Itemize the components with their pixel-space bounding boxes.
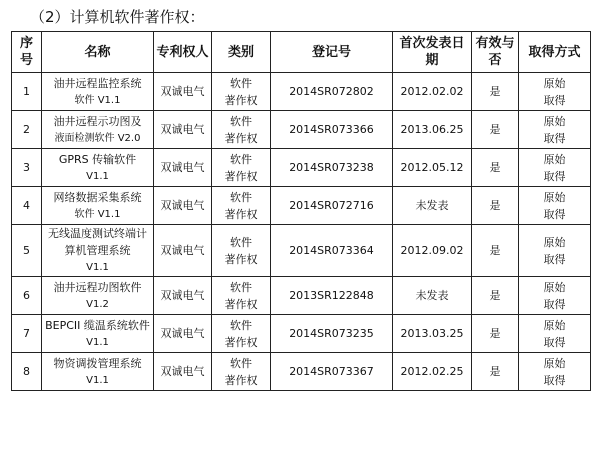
method-line-2: 取得	[543, 207, 566, 221]
software-version: 液面检测软件 V2.0	[54, 132, 141, 144]
first-pub-date: 未发表	[393, 277, 472, 315]
method-line-2: 取得	[543, 252, 566, 266]
section-heading: （2）计算机软件著作权：	[30, 8, 205, 26]
category-line-2: 著作权	[224, 131, 258, 145]
method	[519, 111, 591, 149]
category	[212, 353, 271, 391]
holder: 双诚电气	[154, 73, 212, 111]
method	[519, 73, 591, 111]
valid: 是	[472, 353, 519, 391]
software-name: 油井远程功图软件	[53, 280, 142, 294]
first-pub-date: 2012.02.25	[393, 353, 472, 391]
method	[519, 149, 591, 187]
software-name-cell	[42, 277, 154, 315]
valid: 是	[472, 149, 519, 187]
table-row	[12, 73, 591, 111]
method-line-2: 取得	[543, 335, 566, 349]
first-pub-date: 未发表	[393, 187, 472, 225]
holder: 双诚电气	[154, 315, 212, 353]
method-line-1: 原始	[543, 76, 566, 90]
category-line-1: 软件	[230, 318, 252, 332]
reg-no: 2014SR073364	[271, 225, 393, 277]
table-row	[12, 315, 591, 353]
header-method: 取得方式	[519, 32, 591, 73]
software-version: V1.1	[86, 262, 109, 273]
valid: 是	[472, 225, 519, 277]
row-index: 4	[12, 187, 42, 225]
table-row	[12, 225, 591, 277]
category-line-2: 著作权	[224, 93, 258, 107]
valid: 是	[472, 315, 519, 353]
valid: 是	[472, 111, 519, 149]
table-row	[12, 187, 591, 225]
software-name: 油井远程监控系统	[53, 76, 142, 90]
category	[212, 187, 271, 225]
software-copyright-table	[11, 31, 591, 391]
method	[519, 225, 591, 277]
software-name: 物资调拨管理系统	[53, 356, 142, 370]
first-pub-date: 2012.09.02	[393, 225, 472, 277]
category-line-2: 著作权	[224, 252, 258, 266]
category-line-1: 软件	[230, 280, 252, 294]
method-line-1: 原始	[543, 235, 566, 249]
reg-no: 2014SR072802	[271, 73, 393, 111]
first-pub-date: 2013.03.25	[393, 315, 472, 353]
category	[212, 149, 271, 187]
software-version: V1.1	[86, 336, 109, 348]
software-version: V1.1	[86, 170, 109, 182]
table-row	[12, 277, 591, 315]
software-version: 软件 V1.1	[74, 94, 121, 106]
valid: 是	[472, 277, 519, 315]
method	[519, 353, 591, 391]
method-line-1: 原始	[543, 190, 566, 204]
reg-no: 2014SR073238	[271, 149, 393, 187]
software-name-cell	[42, 111, 154, 149]
holder: 双诚电气	[154, 187, 212, 225]
reg-no: 2014SR073235	[271, 315, 393, 353]
method-line-2: 取得	[543, 93, 566, 107]
category-line-2: 著作权	[224, 207, 258, 221]
method-line-2: 取得	[543, 169, 566, 183]
software-name-cell	[42, 225, 154, 277]
header-category: 类别	[212, 32, 271, 73]
method	[519, 315, 591, 353]
row-index: 6	[12, 277, 42, 315]
category	[212, 277, 271, 315]
method-line-1: 原始	[543, 280, 566, 294]
method	[519, 277, 591, 315]
category	[212, 111, 271, 149]
software-version: 软件 V1.1	[74, 208, 121, 220]
method-line-2: 取得	[543, 131, 566, 145]
software-name: BEPCII 缆温系统软件	[45, 318, 150, 332]
method-line-1: 原始	[543, 152, 566, 166]
reg-no: 2013SR122848	[271, 277, 393, 315]
method	[519, 187, 591, 225]
valid: 是	[472, 187, 519, 225]
software-name: GPRS 传输软件	[58, 152, 137, 166]
software-name-cell	[42, 315, 154, 353]
holder: 双诚电气	[154, 277, 212, 315]
row-index: 5	[12, 225, 42, 277]
row-index: 2	[12, 111, 42, 149]
category-line-2: 著作权	[224, 373, 258, 387]
table-row	[12, 149, 591, 187]
row-index: 3	[12, 149, 42, 187]
header-index: 序号	[12, 32, 42, 73]
valid: 是	[472, 73, 519, 111]
header-first-pub: 首次发表日期	[393, 32, 472, 73]
row-index: 7	[12, 315, 42, 353]
category-line-1: 软件	[230, 114, 252, 128]
holder: 双诚电气	[154, 225, 212, 277]
category	[212, 315, 271, 353]
software-name: 油井远程示功图及	[53, 114, 142, 128]
category-line-2: 著作权	[224, 297, 258, 311]
category-line-1: 软件	[230, 235, 252, 249]
reg-no: 2014SR073367	[271, 353, 393, 391]
category	[212, 225, 271, 277]
table-row	[12, 111, 591, 149]
category-line-1: 软件	[230, 152, 252, 166]
method-line-2: 取得	[543, 297, 566, 311]
header-holder: 专利权人	[154, 32, 212, 73]
category	[212, 73, 271, 111]
category-line-1: 软件	[230, 76, 252, 90]
method-line-1: 原始	[543, 356, 566, 370]
method-line-1: 原始	[543, 114, 566, 128]
category-line-1: 软件	[230, 190, 252, 204]
software-name-cell	[42, 149, 154, 187]
software-name: 无线温度测试终端计算机管理系统	[48, 227, 147, 257]
table-row	[12, 353, 591, 391]
header-row	[12, 32, 591, 73]
first-pub-date: 2012.02.02	[393, 73, 472, 111]
software-version: V1.1	[86, 374, 109, 386]
software-name-cell	[42, 73, 154, 111]
holder: 双诚电气	[154, 111, 212, 149]
reg-no: 2014SR073366	[271, 111, 393, 149]
header-valid: 有效与否	[472, 32, 519, 73]
category-line-1: 软件	[230, 356, 252, 370]
software-name-cell	[42, 187, 154, 225]
method-line-1: 原始	[543, 318, 566, 332]
holder: 双诚电气	[154, 149, 212, 187]
first-pub-date: 2012.05.12	[393, 149, 472, 187]
header-name: 名称	[42, 32, 154, 73]
holder: 双诚电气	[154, 353, 212, 391]
reg-no: 2014SR072716	[271, 187, 393, 225]
row-index: 1	[12, 73, 42, 111]
header-reg-no: 登记号	[271, 32, 393, 73]
category-line-2: 著作权	[224, 169, 258, 183]
software-name-cell	[42, 353, 154, 391]
row-index: 8	[12, 353, 42, 391]
software-name: 网络数据采集系统	[53, 190, 142, 204]
category-line-2: 著作权	[224, 335, 258, 349]
method-line-2: 取得	[543, 373, 566, 387]
software-version: V1.2	[86, 298, 109, 310]
first-pub-date: 2013.06.25	[393, 111, 472, 149]
